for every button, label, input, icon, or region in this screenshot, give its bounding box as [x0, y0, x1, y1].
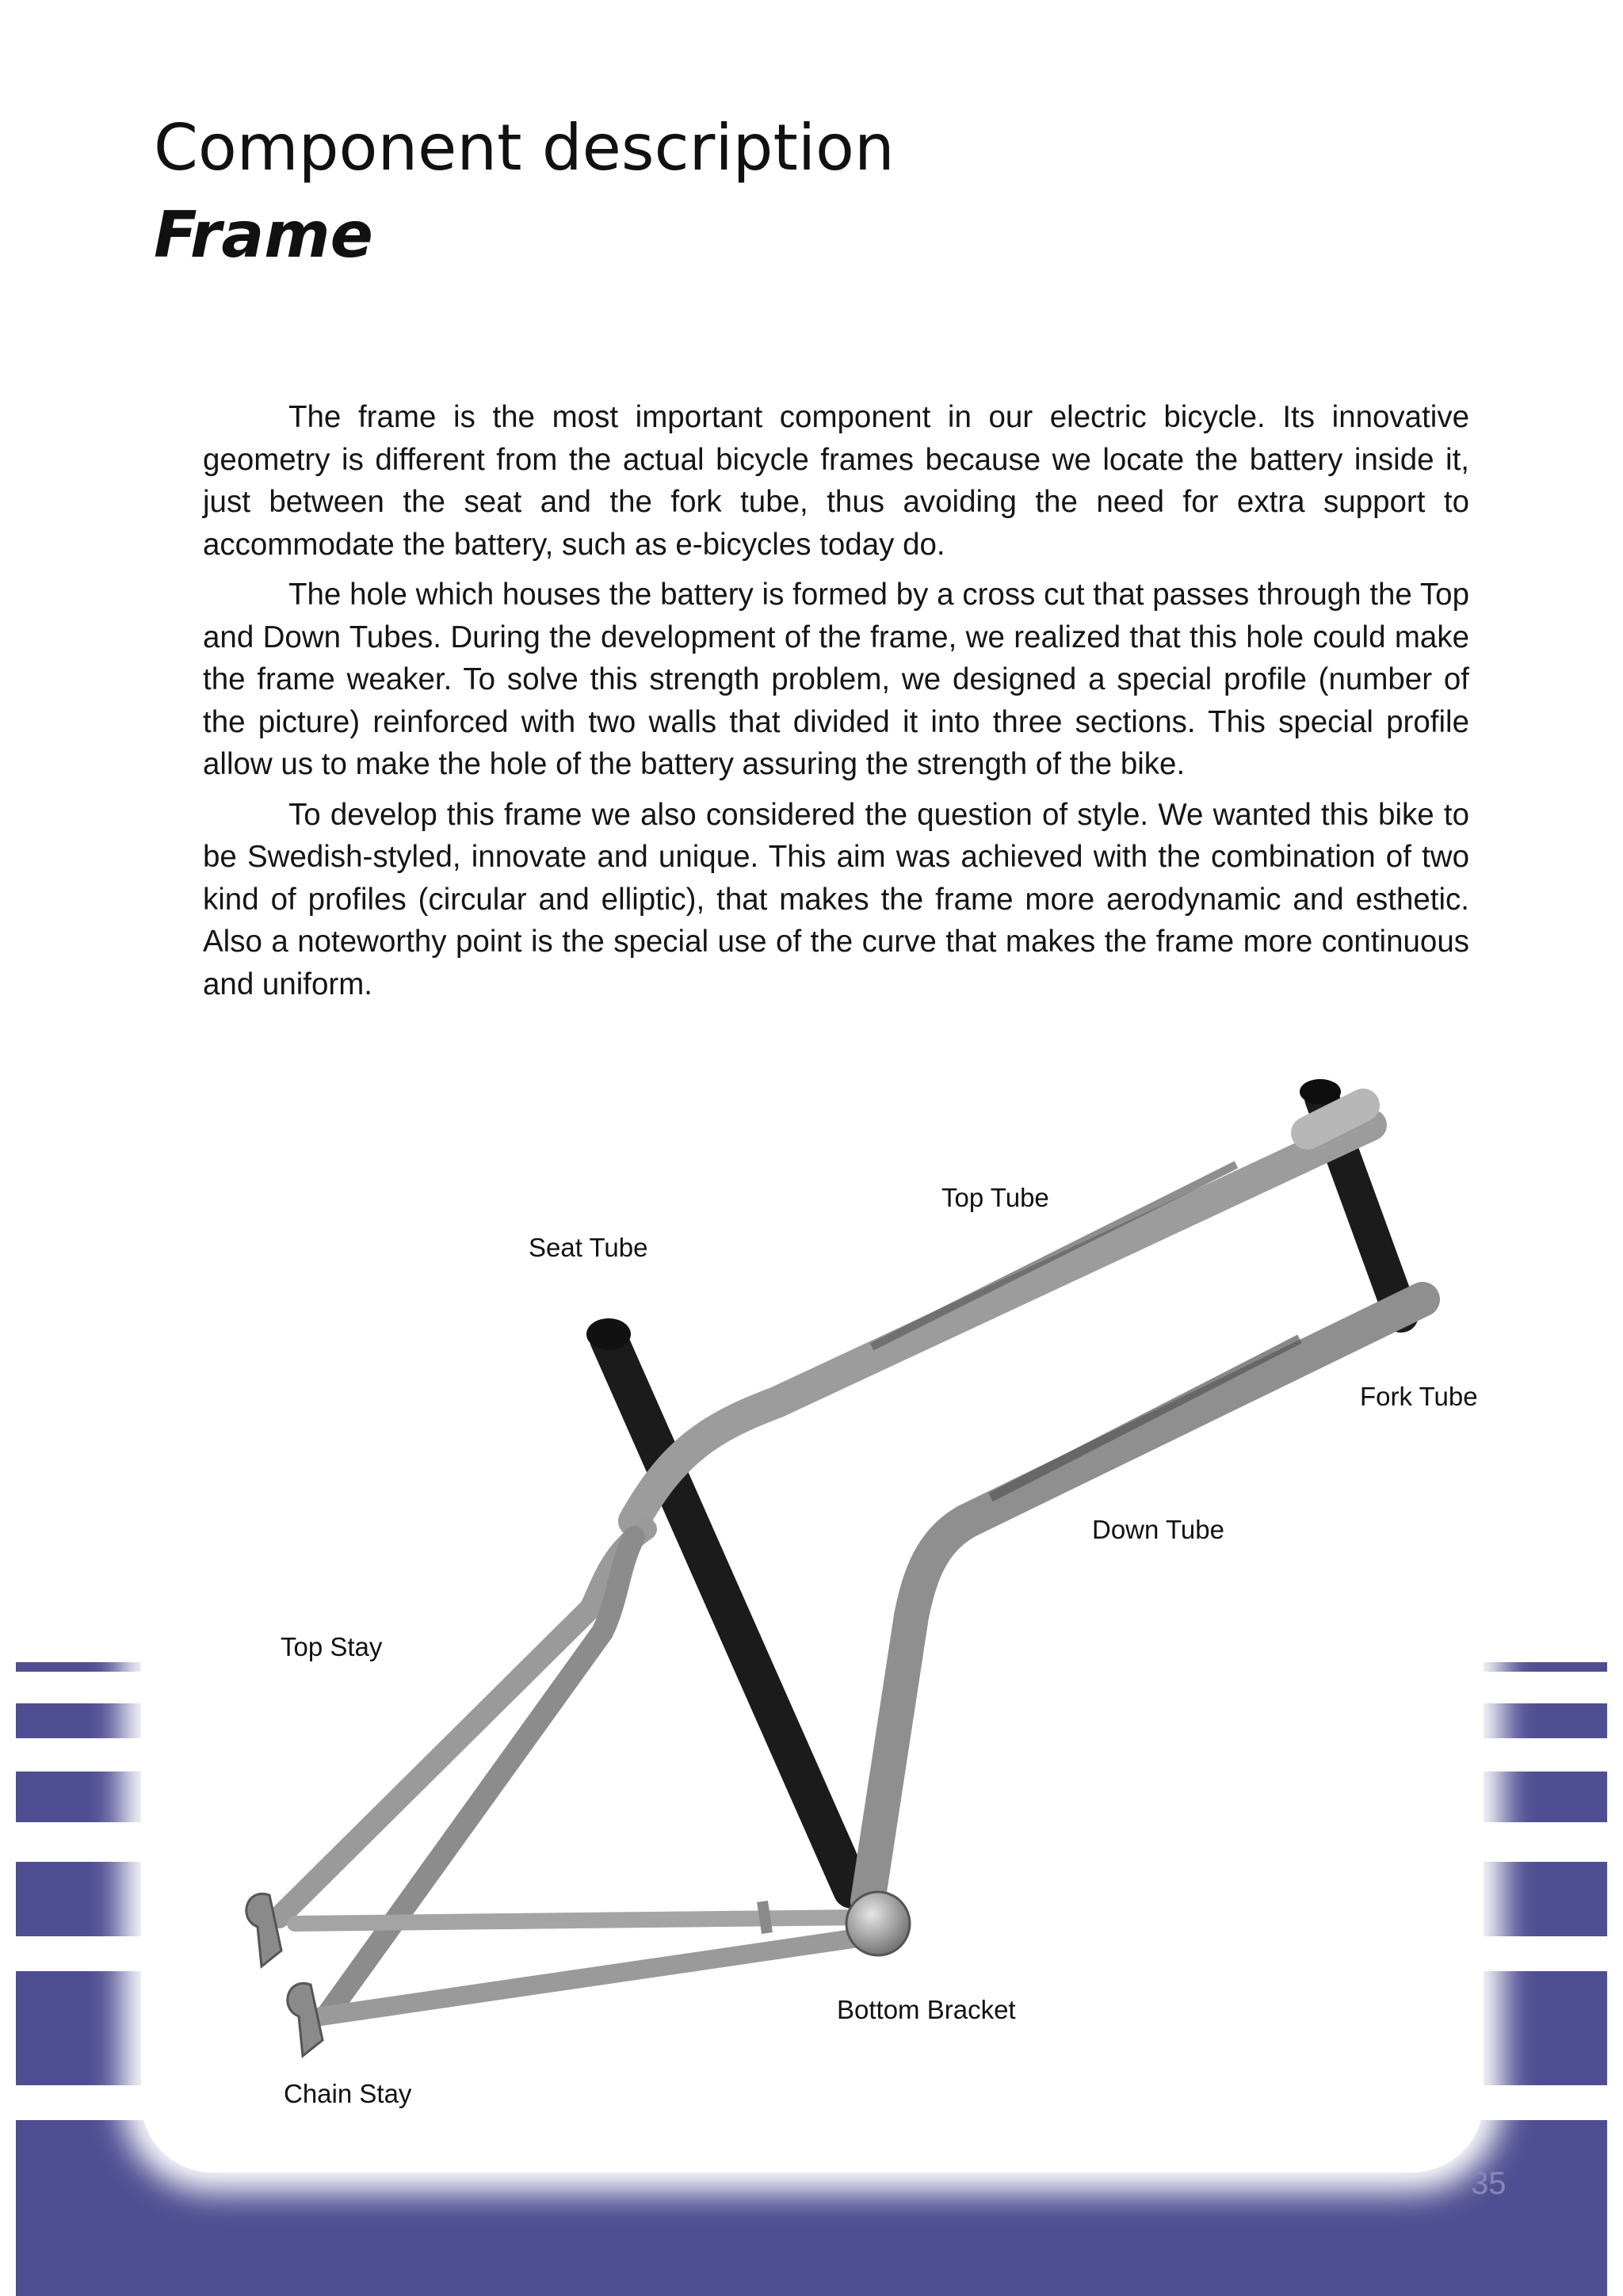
- rear-dropout: [288, 1983, 323, 2056]
- page-subheading: Frame: [154, 198, 373, 272]
- paragraph: To develop this frame we also considered the question of style. We wanted this bike to be Swedish-styled, innovate and unique. This aim was achieved with the combination of two kind of profiles (circular and elliptic), that makes the frame more aerodynamic and esthetic. Also a noteworthy point is the special use of the curve that makes the frame more continuous and uniform.: [203, 797, 1469, 1001]
- label-bottom-bracket: Bottom Bracket: [837, 1995, 1016, 2024]
- body-text: [203, 396, 1469, 1013]
- seat-tube: [586, 1318, 852, 1890]
- bottom-bracket: [846, 1892, 910, 1955]
- bicycle-frame-illustration: [0, 1046, 1623, 2139]
- page-number: 35: [1471, 2166, 1507, 2201]
- label-top-stay: Top Stay: [281, 1632, 383, 1661]
- label-down-tube: Down Tube: [1092, 1515, 1224, 1544]
- page-heading: Component description: [154, 111, 895, 185]
- top-stay: [279, 1529, 646, 1917]
- label-chain-stay: Chain Stay: [284, 2079, 412, 2108]
- down-tube: [868, 1299, 1423, 1901]
- label-top-tube: Top Tube: [941, 1183, 1049, 1212]
- paragraph: The frame is the most important component in our electric bicycle. Its innovative geometry is different from the actual bicycle frames because we locate the battery inside it, just between the seat and the fork tube, thus avoiding the need for extra support to accommodate the battery, such as e-bicycles today do.: [203, 400, 1469, 562]
- label-seat-tube: Seat Tube: [529, 1233, 648, 1262]
- label-fork-tube: Fork Tube: [1360, 1382, 1478, 1411]
- chain-stay: [295, 1917, 864, 1924]
- paragraph: The hole which houses the battery is formed by a cross cut that passes through the Top and Down Tubes. During the development of the frame, we realized that this hole could make the frame weaker. To solve this strength problem, we designed a special profile (number of the picture) reinforced with two walls that divided it into three sections. This special profile allow us to make the hole of the battery assuring the strength of the bike.: [203, 578, 1469, 781]
